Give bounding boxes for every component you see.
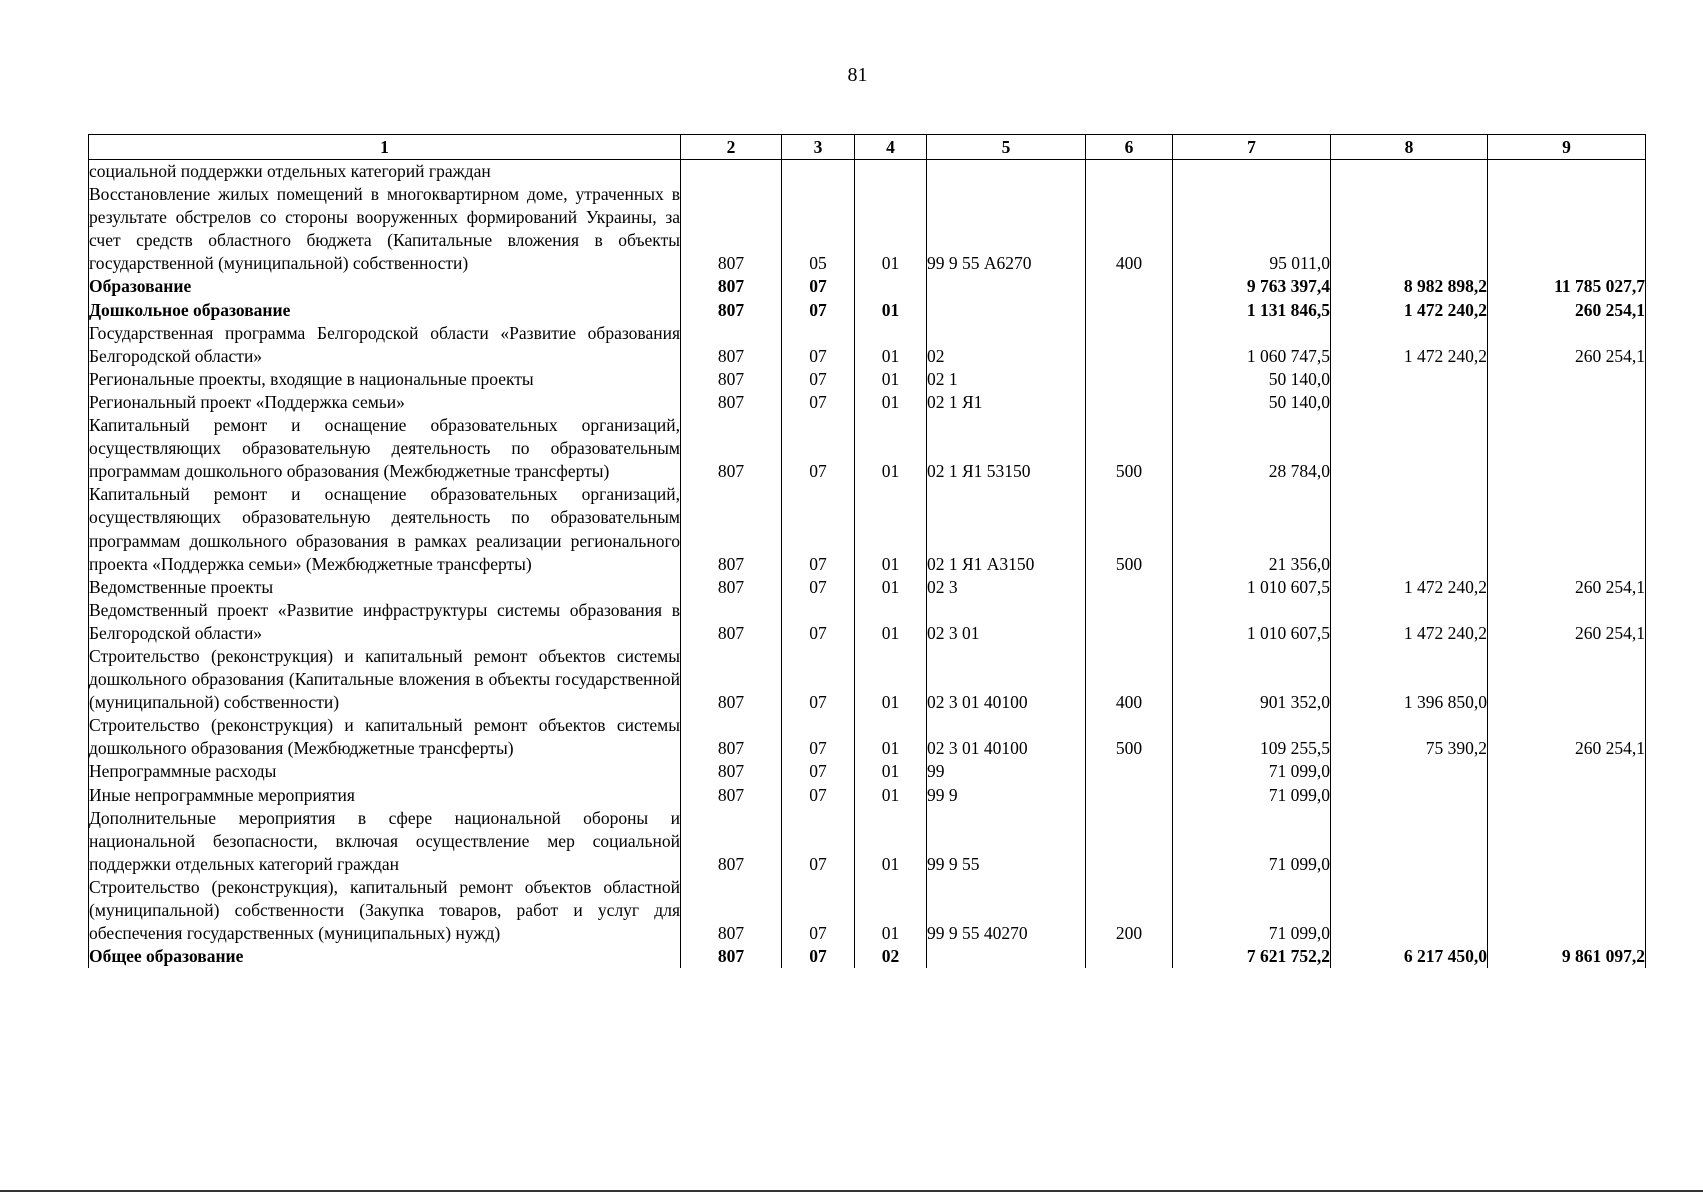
row-expense-type: 500 — [1086, 483, 1173, 575]
row-division-code: 07 — [782, 391, 855, 414]
row-amount-col7: 95 011,0 — [1173, 183, 1331, 275]
row-amount-col9 — [1488, 160, 1646, 184]
row-amount-col7: 109 255,5 — [1173, 714, 1331, 760]
row-subdivision-code: 01 — [855, 414, 927, 483]
row-amount-col8 — [1331, 368, 1488, 391]
row-target-article: 02 1 Я1 53150 — [927, 414, 1086, 483]
row-division-code: 07 — [782, 599, 855, 645]
row-amount-col9 — [1488, 645, 1646, 714]
row-amount-col9 — [1488, 183, 1646, 275]
table-body — [89, 160, 1646, 969]
row-amount-col7: 71 099,0 — [1173, 876, 1331, 945]
row-amount-col7: 1 010 607,5 — [1173, 599, 1331, 645]
column-header-7: 7 — [1173, 135, 1331, 160]
row-division-code: 07 — [782, 714, 855, 760]
row-expense-type: 400 — [1086, 183, 1173, 275]
row-amount-col9: 260 254,1 — [1488, 576, 1646, 599]
row-expense-type — [1086, 391, 1173, 414]
row-description: Дополнительные мероприятия в сфере национальной обороны и национальной безопасности, включая осуществление мер социальной поддержки отдельных категорий граждан — [89, 807, 681, 876]
table-row — [89, 368, 1646, 391]
row-subdivision-code: 01 — [855, 714, 927, 760]
row-amount-col9: 260 254,1 — [1488, 599, 1646, 645]
row-amount-col8 — [1331, 183, 1488, 275]
table-row — [89, 784, 1646, 807]
row-division-code: 07 — [782, 322, 855, 368]
row-expense-type — [1086, 784, 1173, 807]
row-amount-col7: 9 763 397,4 — [1173, 275, 1331, 298]
row-division-code: 07 — [782, 275, 855, 298]
row-amount-col7: 1 131 846,5 — [1173, 299, 1331, 322]
row-expense-type — [1086, 160, 1173, 184]
row-amount-col7: 50 140,0 — [1173, 391, 1331, 414]
row-division-code: 07 — [782, 807, 855, 876]
row-description: Ведомственный проект «Развитие инфраструктуры системы образования в Белгородской области» — [89, 599, 681, 645]
row-target-article — [927, 275, 1086, 298]
row-amount-col9 — [1488, 483, 1646, 575]
row-division-code: 07 — [782, 414, 855, 483]
row-expense-type — [1086, 275, 1173, 298]
row-division-code: 07 — [782, 760, 855, 783]
row-section-code: 807 — [681, 368, 782, 391]
row-description: Ведомственные проекты — [89, 576, 681, 599]
row-target-article — [927, 299, 1086, 322]
row-target-article: 99 9 55 — [927, 807, 1086, 876]
row-section-code: 807 — [681, 645, 782, 714]
row-description: Капитальный ремонт и оснащение образовательных организаций, осуществляющих образовательную деятельность по образовательным программам дошкольного образования (Межбюджетные трансферты) — [89, 414, 681, 483]
row-amount-col7: 28 784,0 — [1173, 414, 1331, 483]
row-expense-type — [1086, 599, 1173, 645]
row-description: Дошкольное образование — [89, 299, 681, 322]
row-target-article: 02 3 01 — [927, 599, 1086, 645]
row-amount-col8 — [1331, 784, 1488, 807]
row-subdivision-code: 01 — [855, 368, 927, 391]
row-amount-col9 — [1488, 391, 1646, 414]
column-header-1: 1 — [89, 135, 681, 160]
table-header-row — [89, 135, 1646, 160]
row-subdivision-code: 01 — [855, 760, 927, 783]
row-amount-col7: 1 010 607,5 — [1173, 576, 1331, 599]
row-amount-col7: 50 140,0 — [1173, 368, 1331, 391]
row-section-code: 807 — [681, 807, 782, 876]
row-subdivision-code: 01 — [855, 322, 927, 368]
row-amount-col8 — [1331, 483, 1488, 575]
row-amount-col8: 1 472 240,2 — [1331, 599, 1488, 645]
row-target-article: 02 — [927, 322, 1086, 368]
row-amount-col8: 1 472 240,2 — [1331, 322, 1488, 368]
table-row — [89, 483, 1646, 575]
row-expense-type — [1086, 945, 1173, 968]
row-amount-col8 — [1331, 807, 1488, 876]
column-header-6: 6 — [1086, 135, 1173, 160]
row-target-article: 99 9 55 40270 — [927, 876, 1086, 945]
row-subdivision-code — [855, 275, 927, 298]
row-section-code: 807 — [681, 576, 782, 599]
column-header-2: 2 — [681, 135, 782, 160]
table-row — [89, 760, 1646, 783]
row-amount-col7 — [1173, 160, 1331, 184]
row-target-article — [927, 160, 1086, 184]
row-section-code: 807 — [681, 714, 782, 760]
row-target-article: 02 3 01 40100 — [927, 714, 1086, 760]
row-description: Капитальный ремонт и оснащение образовательных организаций, осуществляющих образовательную деятельность по образовательным программам дошкольного образования в рамках реализации регионального проекта «Поддержка семьи» (Межбюджетные трансферты) — [89, 483, 681, 575]
row-amount-col8 — [1331, 414, 1488, 483]
table-row — [89, 391, 1646, 414]
row-subdivision-code: 01 — [855, 391, 927, 414]
row-division-code: 07 — [782, 483, 855, 575]
row-description: Строительство (реконструкция) и капитальный ремонт объектов системы дошкольного образования (Межбюджетные трансферты) — [89, 714, 681, 760]
column-header-3: 3 — [782, 135, 855, 160]
row-subdivision-code: 02 — [855, 945, 927, 968]
row-amount-col7: 1 060 747,5 — [1173, 322, 1331, 368]
row-expense-type — [1086, 299, 1173, 322]
row-division-code: 07 — [782, 784, 855, 807]
bottom-rule — [0, 1190, 1703, 1192]
row-amount-col8: 75 390,2 — [1331, 714, 1488, 760]
row-division-code: 07 — [782, 876, 855, 945]
row-description: Региональные проекты, входящие в национальные проекты — [89, 368, 681, 391]
row-section-code: 807 — [681, 760, 782, 783]
row-subdivision-code — [855, 160, 927, 184]
row-amount-col7: 901 352,0 — [1173, 645, 1331, 714]
row-expense-type — [1086, 322, 1173, 368]
table-row — [89, 160, 1646, 184]
row-amount-col8: 1 396 850,0 — [1331, 645, 1488, 714]
row-division-code: 07 — [782, 299, 855, 322]
row-section-code: 807 — [681, 322, 782, 368]
budget-table — [88, 134, 1646, 968]
row-amount-col8 — [1331, 391, 1488, 414]
row-division-code: 05 — [782, 183, 855, 275]
row-section-code: 807 — [681, 483, 782, 575]
row-section-code: 807 — [681, 784, 782, 807]
table-row — [89, 414, 1646, 483]
table-row — [89, 275, 1646, 298]
row-section-code: 807 — [681, 299, 782, 322]
row-target-article: 99 — [927, 760, 1086, 783]
row-amount-col7: 71 099,0 — [1173, 807, 1331, 876]
row-amount-col9 — [1488, 784, 1646, 807]
row-subdivision-code: 01 — [855, 807, 927, 876]
row-division-code: 07 — [782, 576, 855, 599]
budget-table-container — [88, 134, 1646, 968]
row-section-code — [681, 160, 782, 184]
row-amount-col9 — [1488, 414, 1646, 483]
row-target-article: 99 9 — [927, 784, 1086, 807]
row-subdivision-code: 01 — [855, 183, 927, 275]
table-row — [89, 599, 1646, 645]
row-subdivision-code: 01 — [855, 784, 927, 807]
table-row — [89, 876, 1646, 945]
row-description: Строительство (реконструкция) и капитальный ремонт объектов системы дошкольного образования (Капитальные вложения в объекты государственной (муниципальной) собственности) — [89, 645, 681, 714]
row-subdivision-code: 01 — [855, 483, 927, 575]
row-subdivision-code: 01 — [855, 599, 927, 645]
table-row — [89, 714, 1646, 760]
row-amount-col9 — [1488, 760, 1646, 783]
row-target-article: 02 1 — [927, 368, 1086, 391]
row-target-article: 02 3 01 40100 — [927, 645, 1086, 714]
table-row — [89, 183, 1646, 275]
row-subdivision-code: 01 — [855, 645, 927, 714]
row-amount-col8: 8 982 898,2 — [1331, 275, 1488, 298]
row-description: Иные непрограммные мероприятия — [89, 784, 681, 807]
page-number: 81 — [847, 64, 868, 86]
row-target-article: 02 3 — [927, 576, 1086, 599]
row-amount-col8 — [1331, 160, 1488, 184]
table-row — [89, 299, 1646, 322]
row-description: Непрограммные расходы — [89, 760, 681, 783]
table-row — [89, 576, 1646, 599]
row-expense-type: 400 — [1086, 645, 1173, 714]
row-expense-type — [1086, 807, 1173, 876]
row-amount-col8: 1 472 240,2 — [1331, 299, 1488, 322]
row-target-article: 99 9 55 А6270 — [927, 183, 1086, 275]
row-amount-col9 — [1488, 876, 1646, 945]
row-division-code: 07 — [782, 368, 855, 391]
row-section-code: 807 — [681, 599, 782, 645]
row-section-code: 807 — [681, 183, 782, 275]
row-amount-col7: 7 621 752,2 — [1173, 945, 1331, 968]
row-subdivision-code: 01 — [855, 299, 927, 322]
row-description: Строительство (реконструкция), капитальный ремонт объектов областной (муниципальной) собственности (Закупка товаров, работ и услуг для обеспечения государственных (муниципальных) нужд) — [89, 876, 681, 945]
row-division-code: 07 — [782, 645, 855, 714]
row-amount-col9: 260 254,1 — [1488, 322, 1646, 368]
row-description: Общее образование — [89, 945, 681, 968]
table-row — [89, 807, 1646, 876]
table-row — [89, 322, 1646, 368]
row-description: Восстановление жилых помещений в многоквартирном доме, утраченных в результате обстрелов со стороны вооруженных формирований Украины, за счет средств областного бюджета (Капитальные вложения в объекты государственной (муниципальной) собственности) — [89, 183, 681, 275]
row-amount-col9 — [1488, 368, 1646, 391]
row-section-code: 807 — [681, 275, 782, 298]
row-amount-col9: 260 254,1 — [1488, 299, 1646, 322]
row-amount-col7: 21 356,0 — [1173, 483, 1331, 575]
row-amount-col8 — [1331, 760, 1488, 783]
column-header-8: 8 — [1331, 135, 1488, 160]
row-amount-col7: 71 099,0 — [1173, 760, 1331, 783]
column-header-5: 5 — [927, 135, 1086, 160]
row-expense-type — [1086, 760, 1173, 783]
row-expense-type: 500 — [1086, 414, 1173, 483]
row-amount-col9: 9 861 097,2 — [1488, 945, 1646, 968]
row-target-article — [927, 945, 1086, 968]
row-target-article: 02 1 Я1 — [927, 391, 1086, 414]
row-amount-col7: 71 099,0 — [1173, 784, 1331, 807]
row-amount-col9 — [1488, 807, 1646, 876]
table-row — [89, 645, 1646, 714]
row-amount-col8: 6 217 450,0 — [1331, 945, 1488, 968]
row-section-code: 807 — [681, 391, 782, 414]
row-target-article: 02 1 Я1 А3150 — [927, 483, 1086, 575]
row-amount-col8 — [1331, 876, 1488, 945]
row-section-code: 807 — [681, 876, 782, 945]
row-expense-type: 200 — [1086, 876, 1173, 945]
row-division-code — [782, 160, 855, 184]
row-description: Государственная программа Белгородской области «Развитие образования Белгородской области» — [89, 322, 681, 368]
row-section-code: 807 — [681, 945, 782, 968]
row-division-code: 07 — [782, 945, 855, 968]
table-row — [89, 945, 1646, 968]
row-description: Региональный проект «Поддержка семьи» — [89, 391, 681, 414]
row-subdivision-code: 01 — [855, 876, 927, 945]
row-amount-col8: 1 472 240,2 — [1331, 576, 1488, 599]
row-subdivision-code: 01 — [855, 576, 927, 599]
row-description: социальной поддержки отдельных категорий граждан — [89, 160, 681, 184]
row-amount-col9: 11 785 027,7 — [1488, 275, 1646, 298]
row-expense-type — [1086, 576, 1173, 599]
row-description: Образование — [89, 275, 681, 298]
row-expense-type: 500 — [1086, 714, 1173, 760]
column-header-9: 9 — [1488, 135, 1646, 160]
row-expense-type — [1086, 368, 1173, 391]
row-section-code: 807 — [681, 414, 782, 483]
row-amount-col9: 260 254,1 — [1488, 714, 1646, 760]
column-header-4: 4 — [855, 135, 927, 160]
